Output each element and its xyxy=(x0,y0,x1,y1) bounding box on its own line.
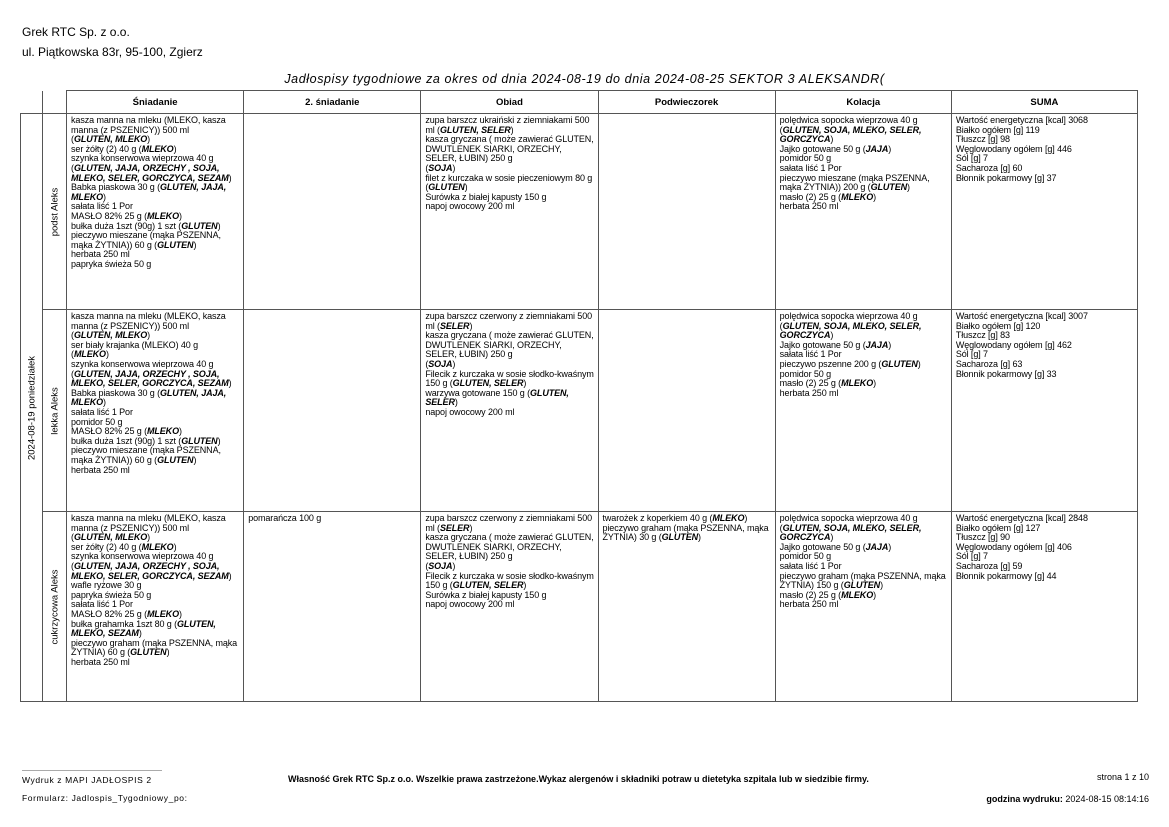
print-time-value: 2024-08-15 08:14:16 xyxy=(1065,794,1149,804)
meal-drugie-sniadanie xyxy=(244,310,421,512)
diet-label: lekka Aleks xyxy=(49,386,61,435)
day-date-label: 2024-08-19 poniedziałek xyxy=(26,355,37,460)
diet-label: podst Aleks xyxy=(49,187,61,236)
company-info xyxy=(22,22,203,62)
column-header-suma: SUMA xyxy=(951,91,1137,114)
table-row-lekka xyxy=(21,310,1138,512)
nutrition-summary: Wartość energetyczna [kcal] 3007 Białko ogółem [g] 120 Tłuszcz [g] 83 Węglowodany ogółem [g] 462 Sól [g] 7 Sacharoza [g] 63 Błonnik pokarmowy [g] 33 xyxy=(951,310,1137,512)
meal-drugie-sniadanie: pomarańcza 100 g xyxy=(244,512,421,702)
table-row-podst xyxy=(21,114,1138,310)
page-title: Jadłospisy tygodniowe za okres od dnia 2024-08-19 do dnia 2024-08-25 SEKTOR 3 ALEKSANDR( xyxy=(284,72,885,86)
company-address: ul. Piątkowska 83r, 95-100, Zgierz xyxy=(22,45,203,59)
nutrition-summary: Wartość energetyczna [kcal] 3068 Białko ogółem [g] 119 Tłuszcz [g] 98 Węglowodany ogółem [g] 446 Sól [g] 7 Sacharoza [g] 60 Błonnik pokarmowy [g] 37 xyxy=(951,114,1137,310)
column-header-drugie-sniadanie: 2. śniadanie xyxy=(244,91,421,114)
diet-cell xyxy=(43,512,67,702)
meal-kolacja: polędwica sopocka wieprzowa 40 g (GLUTEN, SOJA, MLEKO, SELER, GORCZYCA) Jajko gotowane 50 g (JAJA) pomidor 50 g sałata liść 1 Por pieczywo graham (mąka PSZENNA, mąka ŻYTNIA) 150 g (GLUTEN) masło (2) 25 g (MLEKO) herbata 250 ml xyxy=(775,512,951,702)
meal-podwieczorek xyxy=(598,310,775,512)
footer-form: Formularz: Jadlospis_Tygodniowy_po: xyxy=(22,793,188,803)
meal-podwieczorek: twarożek z koperkiem 40 g (MLEKO) pieczywo graham (mąka PSZENNA, mąka ŻYTNIA) 30 g (GLUTEN) xyxy=(598,512,775,702)
company-name: Grek RTC Sp. z o.o. xyxy=(22,25,130,39)
footer-ownership: Własność Grek RTC Sp.z o.o. Wszelkie prawa zastrzeżone.Wykaz alergenów i składniki potraw u dietetyka szpitala lub w siedzibie firmy. xyxy=(288,774,869,784)
diet-cell xyxy=(43,310,67,512)
meal-kolacja: polędwica sopocka wieprzowa 40 g (GLUTEN, SOJA, MLEKO, SELER, GORCZYCA) Jajko gotowane 50 g (JAJA) pomidor 50 g sałata liść 1 Por pieczywo mieszane (mąka PSZENNA, mąka ŻYTNIA)) 200 g (GLUTEN) masło (2) 25 g (MLEKO) herbata 250 ml xyxy=(775,114,951,310)
header-blank xyxy=(43,91,67,114)
meal-obiad: zupa barszcz czerwony z ziemniakami 500 ml (SELER) kasza gryczana ( może zawierać GLUTEN, DWUTLENEK SIARKI, ORZECHY, SELER, ŁUBIN) 250 g (SOJA) Filecik z kurczaka w sosie słodko-kwaśnym 150 g (GLUTEN, SELER) Surówka z białej kapusty 150 g napoj owocowy 200 ml xyxy=(421,512,598,702)
print-time-label: godzina wydruku: xyxy=(986,794,1063,804)
page-number: strona 1 z 10 xyxy=(1096,772,1149,782)
column-header-sniadanie: Śniadanie xyxy=(67,91,244,114)
header-row xyxy=(21,91,1138,114)
column-header-podwieczorek: Podwieczorek xyxy=(598,91,775,114)
meal-obiad: zupa barszcz ukraiński z ziemniakami 500 ml (GLUTEN, SELER) kasza gryczana ( może zawierać GLUTEN, DWUTLENEK SIARKI, ORZECHY, SELER, ŁUBIN) 250 g (SOJA) filet z kurczaka w sosie pieczeniowym 80 g (GLUTEN) Surówka z białej kapusty 150 g napoj owocowy 200 ml xyxy=(421,114,598,310)
column-header-obiad: Obiad xyxy=(421,91,598,114)
table-row-cukrzycowa xyxy=(21,512,1138,702)
meal-sniadanie: kasza manna na mleku (MLEKO, kasza manna (z PSZENICY)) 500 ml (GLUTEN, MLEKO) ser żółty (2) 40 g (MLEKO) szynka konserwowa wieprzowa 40 g (GLUTEN, JAJA, ORZECHY , SOJA, MLEKO, SELER, GORCZYCA, SEZAM) Babka piaskowa 30 g (GLUTEN, JAJA, MLEKO) sałata liść 1 Por MASŁO 82% 25 g (MLEKO) bułka duża 1szt (90g) 1 szt (GLUTEN) pieczywo mieszane (mąka PSZENNA, mąka ŻYTNIA)) 60 g (GLUTEN) herbata 250 ml papryka świeża 50 g xyxy=(67,114,244,310)
meal-drugie-sniadanie xyxy=(244,114,421,310)
header-blank xyxy=(21,91,43,114)
nutrition-summary: Wartość energetyczna [kcal] 2848 Białko ogółem [g] 127 Tłuszcz [g] 90 Węglowodany ogółem [g] 406 Sól [g] 7 Sacharoza [g] 59 Błonnik pokarmowy [g] 44 xyxy=(951,512,1137,702)
meal-obiad: zupa barszcz czerwony z ziemniakami 500 ml (SELER) kasza gryczana ( może zawierać GLUTEN, DWUTLENEK SIARKI, ORZECHY, SELER, ŁUBIN) 250 g (SOJA) Filecik z kurczaka w sosie słodko-kwaśnym 150 g (GLUTEN, SELER) warzywa gotowane 150 g (GLUTEN, SELER) napoj owocowy 200 ml xyxy=(421,310,598,512)
column-header-kolacja: Kolacja xyxy=(775,91,951,114)
meal-kolacja: polędwica sopocka wieprzowa 40 g (GLUTEN, SOJA, MLEKO, SELER, GORCZYCA) Jajko gotowane 50 g (JAJA) sałata liść 1 Por pieczywo pszenne 200 g (GLUTEN) pomidor 50 g masło (2) 25 g (MLEKO) herbata 250 ml xyxy=(775,310,951,512)
meal-sniadanie: kasza manna na mleku (MLEKO, kasza manna (z PSZENICY)) 500 ml (GLUTEN, MLEKO) ser żółty (2) 40 g (MLEKO) szynka konserwowa wieprzowa 40 g (GLUTEN, JAJA, ORZECHY , SOJA, MLEKO, SELER, GORCZYCA, SEZAM) wafle ryżowe 30 g papryka świeża 50 g sałata liść 1 Por MASŁO 82% 25 g (MLEKO) bułka grahamka 1szt 80 g (GLUTEN, MLEKO, SEZAM) pieczywo graham (mąka PSZENNA, mąka ŻYTNIA) 60 g (GLUTEN) herbata 250 ml xyxy=(67,512,244,702)
meal-sniadanie: kasza manna na mleku (MLEKO, kasza manna (z PSZENICY)) 500 ml (GLUTEN, MLEKO) ser biały krajanka (MLEKO) 40 g (MLEKO) szynka konserwowa wieprzowa 40 g (GLUTEN, JAJA, ORZECHY , SOJA, MLEKO, SELER, GORCZYCA, SEZAM) Babka piaskowa 30 g (GLUTEN, JAJA, MLEKO) sałata liść 1 Por pomidor 50 g MASŁO 82% 25 g (MLEKO) bułka duża 1szt (90g) 1 szt (GLUTEN) pieczywo mieszane (mąka PSZENNA, mąka ŻYTNIA)) 60 g (GLUTEN) herbata 250 ml xyxy=(67,310,244,512)
diet-cell xyxy=(43,114,67,310)
menu-table xyxy=(20,90,1138,702)
footer-printout: Wydruk z MAPI JADŁOSPIS 2 xyxy=(22,775,152,785)
print-time xyxy=(986,794,1149,804)
day-date-cell xyxy=(21,114,43,702)
meal-podwieczorek xyxy=(598,114,775,310)
diet-label: cukrzycowa Aleks xyxy=(49,569,61,644)
footer-left xyxy=(22,770,188,807)
